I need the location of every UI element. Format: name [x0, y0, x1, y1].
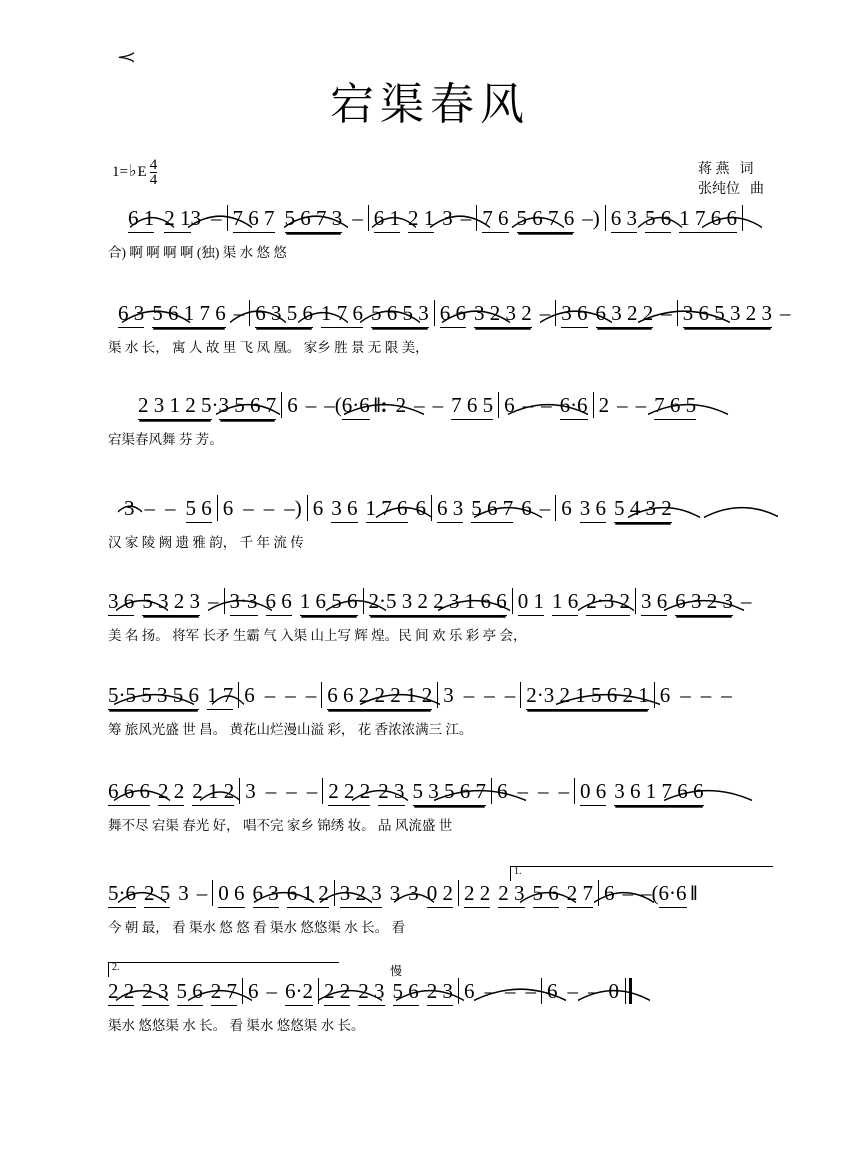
credit-lyricist — [698, 160, 764, 180]
system-3-notes: 2 3 1 2 5·3 5 6 7 6 – –(6·6 ‖: 2 – – 7 6 5 6 – – 6·6 2 – – 7 6 5 — [108, 392, 778, 426]
music-system-9 — [108, 978, 778, 1034]
page-title: 宕渠春风 — [330, 80, 530, 129]
first-ending-label: 1. — [514, 866, 522, 877]
system-1-lyrics: 合) 啊 啊 啊 啊 (独) 渠 水 悠 悠 — [108, 245, 287, 260]
system-3-lyrics: 宕渠春风舞 芬 芳。 — [108, 432, 223, 447]
key-note: E — [137, 164, 147, 181]
tempo-slow-label: 慢 — [390, 964, 403, 978]
system-2-notes: 6 3 5 6 1 7 6 – 6 3 5 6 1 7 6 5 6 5 3 6 6 3 2 3 2 – 3 6 6 3 2 2 – 3 6 5 3 2 3 – — [108, 300, 778, 334]
music-system-5 — [108, 588, 778, 644]
time-signature — [150, 158, 158, 188]
system-8-lyrics: 今 朝 最， 看 渠水 悠 悠 看 渠水 悠悠渠 水 长。 看 — [108, 920, 405, 935]
system-9-notes: 2 2 2 3 5 6 2 7 6 – 6·2 2 2 2 3 5 6 2 3 6 – – – 6 – – 0 — [108, 978, 778, 1012]
system-5-lyrics: 美 名 扬。 将军 长矛 生霸 气 入渠 山上写 辉 煌。民 间 欢 乐 彩 亭 会， — [108, 628, 527, 643]
system-5-notes: 3 6 5 3 2 3 – 3·3 6 6 1 6 5 6 2·5 3 2 2 3 1 6 6 0 1 1 6 2·3 2 3 6 6 3 2 3 – — [108, 588, 778, 622]
key-signature — [112, 158, 157, 188]
music-system-1 — [108, 205, 778, 261]
credit-composer — [698, 180, 764, 200]
system-4-lyrics: 汉 家 陵 阙 遗 雅 韵， 千 年 流 传 — [108, 535, 304, 550]
system-8-notes: 5·6 2 5 3 – 0 6 6 3 6 1 2 3 2 3 3 3 0 2 2 2 2 3 5 6 2 7 6 – –(6·6 ‖ — [108, 880, 778, 914]
music-system-6 — [108, 682, 778, 738]
second-ending-label: 2. — [112, 962, 120, 973]
flat-icon: ♭ — [128, 162, 137, 180]
music-system-7 — [108, 778, 778, 834]
composer-role: 曲 — [750, 182, 764, 198]
system-6-notes: 5·5 5 3 5 6 1 7 6 – – – 6 6 2 2 2 1 2 3 – – – 2·3 2 1 5 6 2 1 6 – – – — [108, 682, 778, 716]
music-system-4 — [108, 495, 778, 551]
credits — [698, 160, 764, 201]
system-1-notes: 6 1 2 13 – 7 6 7 5 6 7 3 – 6 1 2 1 3 – 7 6 5 6 7 6 –) 6 3 5 6 1 7 6 6 — [108, 205, 778, 239]
second-ending-bracket — [108, 962, 339, 977]
system-2-lyrics: 渠 水 长， 寓 人 故 里 飞 凤 凰。 家乡 胜 景 无 限 美， — [108, 340, 429, 355]
meter-denominator: 4 — [149, 172, 158, 189]
meter-numerator: 4 — [149, 157, 158, 173]
lyricist-role: 词 — [739, 162, 754, 177]
composer-name: 张纯位 — [698, 182, 740, 198]
system-7-lyrics: 舞不尽 宕渠 春光 好， 唱不完 家乡 锦绣 妆。 品 风流盛 世 — [108, 818, 453, 833]
music-system-8 — [108, 880, 778, 936]
lyricist-name: 蒋 燕 — [698, 162, 730, 177]
music-system-2 — [108, 300, 791, 356]
system-9-lyrics: 渠水 悠悠渠 水 长。 看 渠水 悠悠渠 水 长。 — [108, 1018, 365, 1033]
corner-mark: ≺ — [116, 50, 137, 66]
music-system-3 — [108, 392, 778, 448]
system-6-lyrics: 筹 旅风光盛 世 昌。 黄花山烂漫山溢 彩， 花 香浓浓满三 江。 — [108, 722, 473, 737]
system-7-notes: 6 6 6 2 2 2 1 2 3 – – – 2 2 2 2 3 5 3 5 6 7 6 – – – 0 6 3 6 1 7 6 6 — [108, 778, 778, 812]
first-ending-bracket — [510, 866, 773, 881]
key-prefix: 1= — [112, 164, 128, 181]
system-4-notes: 3 – – 5 6 6 – – –) 6 3 6 1 7 6 6 6 3 5 6 7 6 – 6 3 6 5 4 3 2 — [108, 495, 778, 529]
